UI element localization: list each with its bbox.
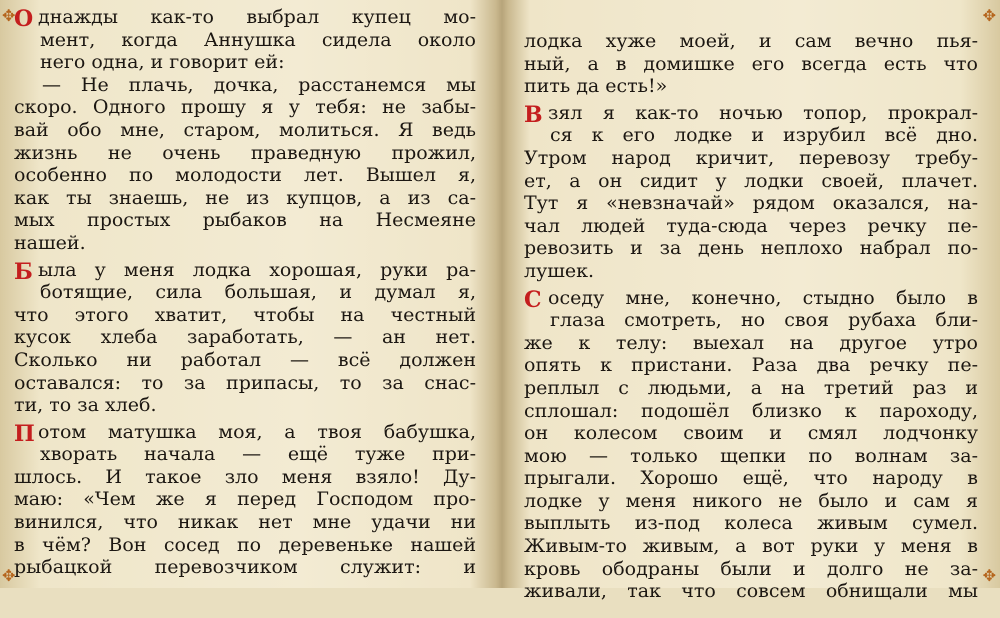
text-line: Тут я «невзначай» рядом оказался, на-: [524, 192, 978, 215]
left-page: [14, 6, 476, 594]
text-line: в чём? Вон сосед по деревеньке нашей: [14, 533, 476, 556]
text-line: ботящие, сила большая, и думал я,: [40, 281, 476, 304]
text-line: Б ыла у меня лодка хорошая, руки ра-: [14, 258, 476, 285]
text-line: ти, то за хлеб.: [14, 394, 157, 417]
text-line: мых простых рыбаков на Несмеяне: [14, 209, 476, 232]
text-line: живали, так что совсем обнищали мы: [524, 580, 978, 603]
text-line: ет, а он сидит у лодки своей, плачет.: [524, 169, 978, 192]
text-line: Живым-то живым, а вот руки у меня в: [524, 535, 978, 558]
right-page: [524, 30, 978, 618]
text-line: кусок хлеба заработать, — ан нет.: [14, 326, 476, 349]
text-line: же к телу: выехал на другое утро: [524, 331, 978, 354]
text-line: глаза смотреть, но своя рубаха бли-: [550, 309, 978, 332]
text-line: С оседу мне, конечно, стыдно было в: [524, 286, 978, 313]
text-line: П отом матушка моя, а твоя бабушка,: [14, 420, 476, 447]
text-line: мою — только щепки по волнам за-: [524, 444, 978, 467]
text-line: что этого хватит, чтобы на честный: [14, 303, 476, 326]
text-line: особенно по молодости лет. Вышел я,: [14, 164, 476, 187]
text-line: ный, а в домишке его всегда есть что: [524, 52, 978, 75]
text-line: ся к его лодке и изрубил всё дно.: [550, 124, 978, 147]
text-line: Утром народ кричит, перевозу требу-: [524, 146, 978, 169]
corner-ornament-icon: ✥: [982, 8, 996, 25]
text-line: Сколько ни работал — всё должен: [14, 348, 476, 371]
text-line: чал людей туда-сюда через речку пе-: [524, 214, 978, 237]
drop-cap: О: [14, 6, 34, 32]
text-line: лушек.: [524, 259, 595, 282]
text-line: мент, когда Аннушка сидела около: [40, 28, 476, 51]
text-line: В зял я как-то ночью топор, прокрал-: [524, 101, 978, 128]
text-line: прыгали. Хорошо ещё, что народу в: [524, 467, 978, 490]
text-line: лодке у меня никого не было и сам я: [524, 489, 978, 512]
text-line: О днажды как-то выбрал купец мо-: [14, 6, 476, 32]
text-line: — Не плачь, дочка, расстанемся мы: [42, 73, 476, 96]
paragraph: [14, 259, 476, 417]
paragraph: [524, 287, 978, 603]
text-line: кровь ободраны были и долго не за-: [524, 557, 978, 580]
text-line: ревозить и за день неплохо набрал по-: [524, 237, 978, 260]
paragraph: [524, 102, 978, 283]
text-line: как ты знаешь, не из купцов, а из са-: [14, 186, 476, 209]
text-line: хворать начала — ещё туже при-: [40, 443, 476, 466]
drop-cap: В: [524, 101, 543, 128]
text-line: рыбацкой перевозчиком служит: и: [14, 556, 476, 579]
paragraph: [14, 74, 476, 255]
paragraph: [14, 6, 476, 74]
drop-cap: П: [14, 420, 35, 447]
text-line: скоро. Одного прошу я у тебя: не забы-: [14, 96, 476, 119]
corner-ornament-icon: ✥: [982, 568, 996, 585]
text-line: шлось. И такое зло меня взяло! Ду-: [14, 465, 476, 488]
text-line: лодка хуже моей, и сам вечно пья-: [524, 30, 978, 52]
corner-ornament-icon: ✥: [2, 8, 16, 25]
text-line: маю: «Чем же я перед Господом про-: [14, 488, 476, 511]
text-line: нашей.: [14, 231, 86, 254]
drop-cap: Б: [14, 258, 33, 285]
paragraph: [524, 30, 978, 98]
corner-ornament-icon: ✥: [2, 568, 16, 585]
text-line: пить да есть!»: [524, 75, 668, 98]
text-line: выплыть из-под колеса живым сумел.: [524, 512, 978, 535]
text-line: жизнь не очень праведную прожил,: [14, 141, 476, 164]
text-line: вай обо мне, старом, молиться. Я ведь: [14, 118, 476, 141]
text-line: оставался: то за припасы, то за снас-: [14, 371, 476, 394]
text-line: опять к пристани. Раза два речку пе-: [524, 354, 978, 377]
drop-cap: С: [524, 286, 542, 313]
text-line: винился, что никак нет мне удачи ни: [14, 511, 476, 534]
text-line: реплыл с людьми, а на третий раз и: [524, 376, 978, 399]
text-line: он колесом своим и смял лодчонку: [524, 422, 978, 445]
text-line: сплошал: подошёл близко к пароходу,: [524, 399, 978, 422]
text-line: него одна, и говорит ей:: [40, 51, 285, 74]
paragraph: [14, 421, 476, 579]
